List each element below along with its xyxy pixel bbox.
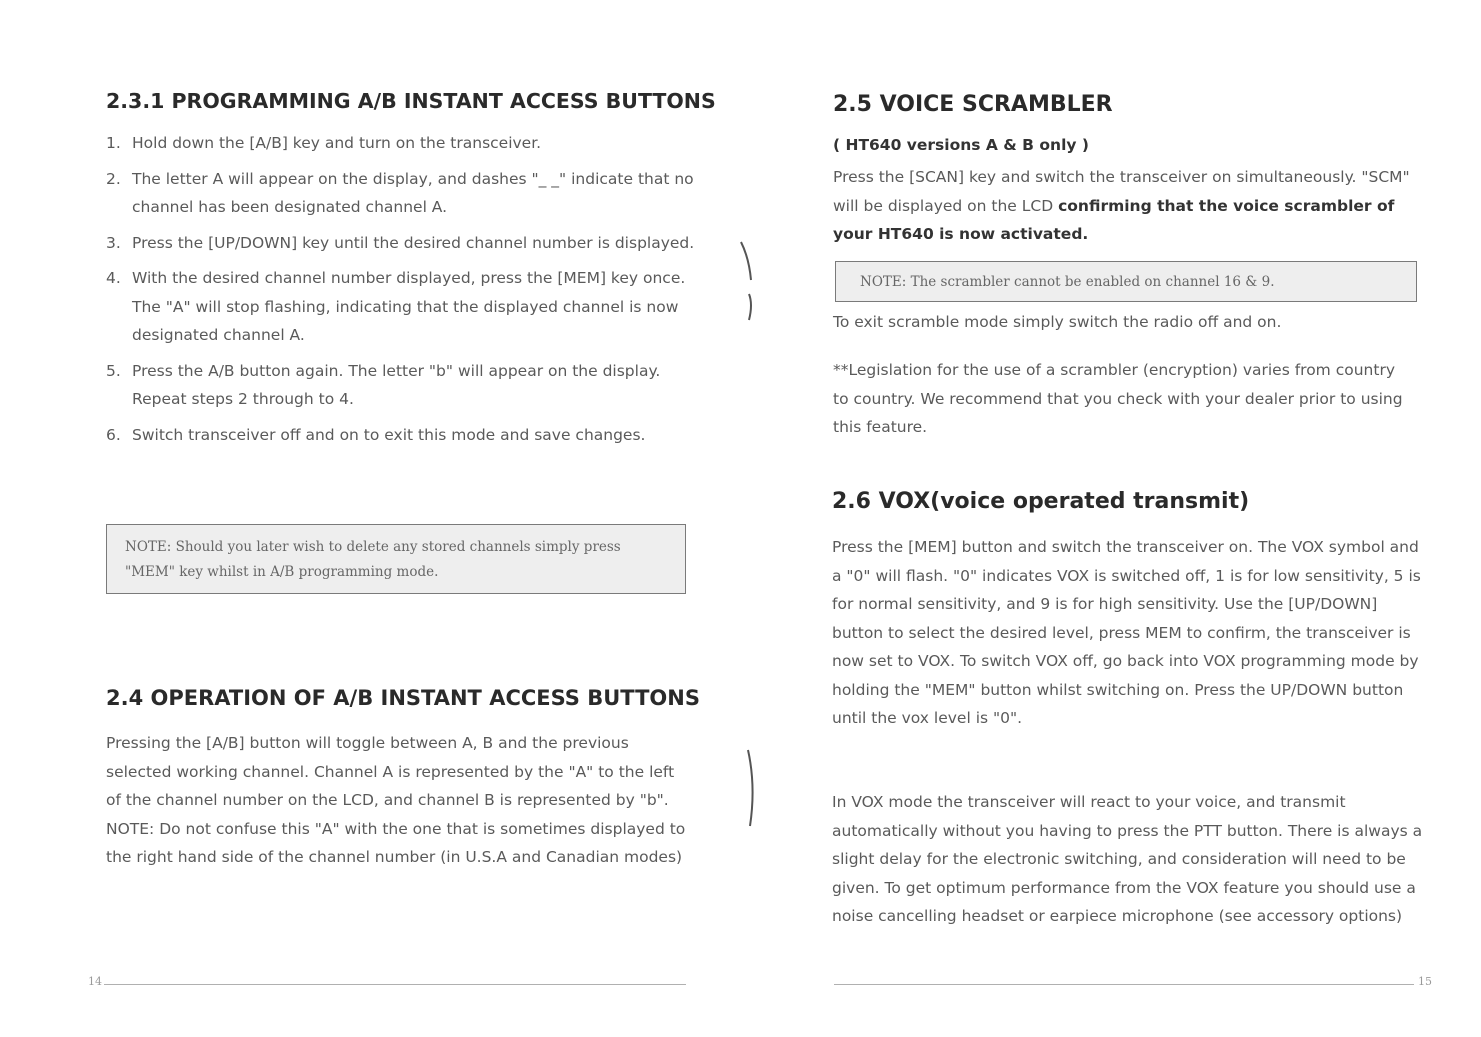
binding-mark-icon bbox=[742, 746, 762, 830]
left-page bbox=[0, 0, 740, 1037]
section-2-5-body bbox=[833, 163, 1423, 249]
footer-rule-left bbox=[104, 984, 686, 985]
step-item bbox=[106, 165, 696, 222]
step-item bbox=[106, 357, 696, 414]
section-2-6-title: 2.6 VOX(voice operated transmit) bbox=[832, 489, 1250, 514]
step-number: 4. bbox=[106, 269, 121, 287]
step-text: Switch transceiver off and on to exit this mode and save changes. bbox=[132, 425, 646, 444]
page-number-left: 14 bbox=[88, 975, 102, 988]
step-item bbox=[106, 264, 696, 350]
legislation-text: **Legislation for the use of a scrambler (encryption) varies from country to country. We recommend that you check with your dealer prior to using this feature. bbox=[833, 361, 1403, 436]
step-number: 1. bbox=[106, 134, 121, 152]
step-text: With the desired channel number displayed, press the [MEM] key once. The "A" will stop flashing, indicating that the displayed channel is now designated channel A. bbox=[132, 269, 686, 344]
footer-rule-right bbox=[834, 984, 1414, 985]
scrambler-confirmation-text: confirming that the voice scrambler of your HT640 is now activated. bbox=[833, 196, 1395, 243]
vox-instructions-text: Press the [MEM] button and switch the transceiver on. The VOX symbol and a "0" will flash. "0" indicates VOX is switched off, 1 is for low sensitivity, 5 is for normal sensitivity, and 9 is for high sensitivity. Use the [UP/DOWN] button to select the desired level, press MEM to confirm, the transceiver is now set to VOX. To switch VOX off, go back into VOX programming mode by holding the "MEM" button whilst switching on. Press the UP/DOWN button until the vox level is "0". bbox=[832, 538, 1421, 727]
scrambler-channel-note bbox=[835, 261, 1417, 302]
step-text: Press the [UP/DOWN] key until the desired channel number is displayed. bbox=[132, 233, 695, 252]
programming-steps-list bbox=[106, 129, 696, 456]
step-text: The letter A will appear on the display, and dashes "_ _" indicate that no channel has been designated channel A. bbox=[132, 169, 694, 216]
section-2-5-title: 2.5 VOICE SCRAMBLER bbox=[833, 92, 1113, 117]
step-text: Hold down the [A/B] key and turn on the transceiver. bbox=[132, 134, 542, 152]
step-text: Press the A/B button again. The letter "b" will appear on the display. Repeat steps 2 through to 4. bbox=[132, 361, 661, 408]
step-item bbox=[106, 421, 696, 450]
vox-mode-description: In VOX mode the transceiver will react to your voice, and transmit automatically without you having to press the PTT button. There is always a slight delay for the electronic switching, and consideration will need to be given. To get optimum performance from the VOX feature you should use a noise cancelling headset or earpiece microphone (see accessory options) bbox=[832, 793, 1423, 925]
step-number: 5. bbox=[106, 361, 121, 380]
step-item bbox=[106, 129, 696, 158]
page-number-right: 15 bbox=[1418, 975, 1432, 988]
section-2-4-body: Pressing the [A/B] button will toggle between A, B and the previous selected working channel. Channel A is represented by the "A" to the left of the channel number on the LCD, and channel B is represented by "b". NOTE: Do not confuse this "A" with the one that is sometimes displayed to the right hand side of the channel number (in U.S.A and Canadian modes) bbox=[106, 734, 686, 866]
scrambler-instruction-text: Press the [SCAN] key and switch the transceiver on simultaneously. "SCM" will be displayed on the LCD bbox=[833, 168, 1410, 215]
right-page bbox=[740, 0, 1481, 1037]
section-2-3-1-title: 2.3.1 PROGRAMMING A/B INSTANT ACCESS BUTTONS bbox=[106, 89, 716, 113]
step-item bbox=[106, 229, 696, 258]
step-number: 6. bbox=[106, 425, 121, 444]
scramble-exit-text: To exit scramble mode simply switch the radio off and on. bbox=[833, 313, 1282, 331]
note-text: NOTE: The scrambler cannot be enabled on channel 16 & 9. bbox=[860, 274, 1275, 290]
note-text: NOTE: Should you later wish to delete any stored channels simply press "MEM" key whilst in A/B programming mode. bbox=[125, 539, 621, 580]
step-number: 2. bbox=[106, 169, 121, 188]
section-2-4-title: 2.4 OPERATION OF A/B INSTANT ACCESS BUTTONS bbox=[106, 686, 700, 710]
step-number: 3. bbox=[106, 233, 121, 252]
section-2-5-subtitle: ( HT640 versions A & B only ) bbox=[833, 136, 1089, 154]
delete-channels-note bbox=[106, 524, 686, 594]
